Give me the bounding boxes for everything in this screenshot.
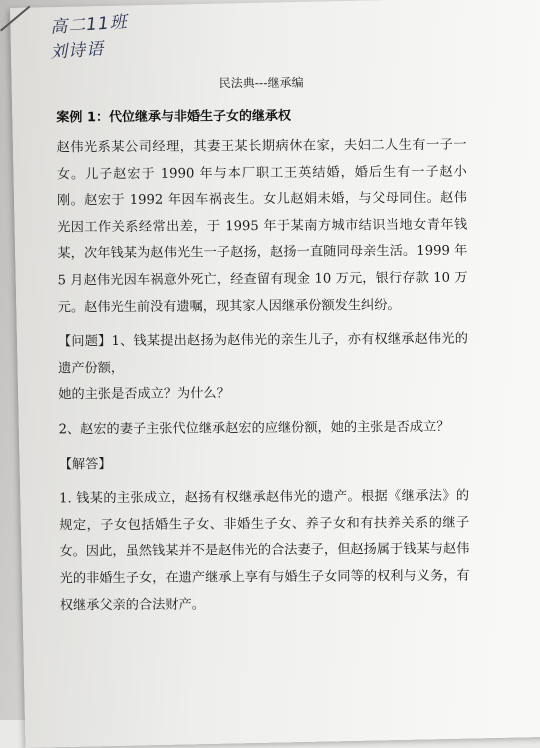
answer-label: 【解答】	[58, 456, 112, 472]
question-1: 【问题】1、钱某提出赵扬为赵伟光的亲生儿子，亦有权继承赵伟光的遗产份额，	[57, 331, 469, 377]
handwritten-name: 刘诗语	[49, 39, 105, 63]
document-page	[56, 73, 470, 620]
answer-1: 1. 钱某的主张成立，赵扬有权继承赵伟光的遗产。根据《继承法》的规定，子女包括婚生子女、非婚生子女、养子女和有扶养关系的继子女。因此，虽然钱某并不是赵伟光的合法妻子，但赵扬属于钱某与赵伟光的非婚生子女，在遗产继承上享有与婚生子女同等的权利与义务，有权继承父亲的合法财产。	[59, 488, 470, 613]
question-2: 2、赵宏的妻子主张代位继承赵宏的应继份额，她的主张是否成立？	[58, 419, 450, 438]
question-1-cont: 她的主张是否成立？为什么？	[58, 386, 230, 403]
case-title: 案例 1：代位继承与非婚生子女的继承权	[56, 108, 292, 126]
document-header: 民法典---继承编	[218, 75, 304, 91]
handwritten-class: 高二11班	[49, 12, 129, 38]
case-facts: 赵伟光系某公司经理，其妻王某长期病休在家，夫妇二人生有一子一女。儿子赵宏于 1990 年与本厂职工王英结婚，婚后生有一子赵小刚。赵宏于 1992 年因车祸丧生。女儿赵娟未婚，与父母同住。赵伟光因工作关系经常出差，于 1995 年于某南方城市结识当地女青年钱某，次年钱某为赵伟光生一子赵扬，赵扬一直随同母亲生活。1999 年 5 月赵伟光因车祸意外死亡，经查留有现金 10 万元，银行存款 10 万元。赵伟光生前没有遗嘱，现其家人因继承份额发生纠纷。	[56, 137, 468, 315]
